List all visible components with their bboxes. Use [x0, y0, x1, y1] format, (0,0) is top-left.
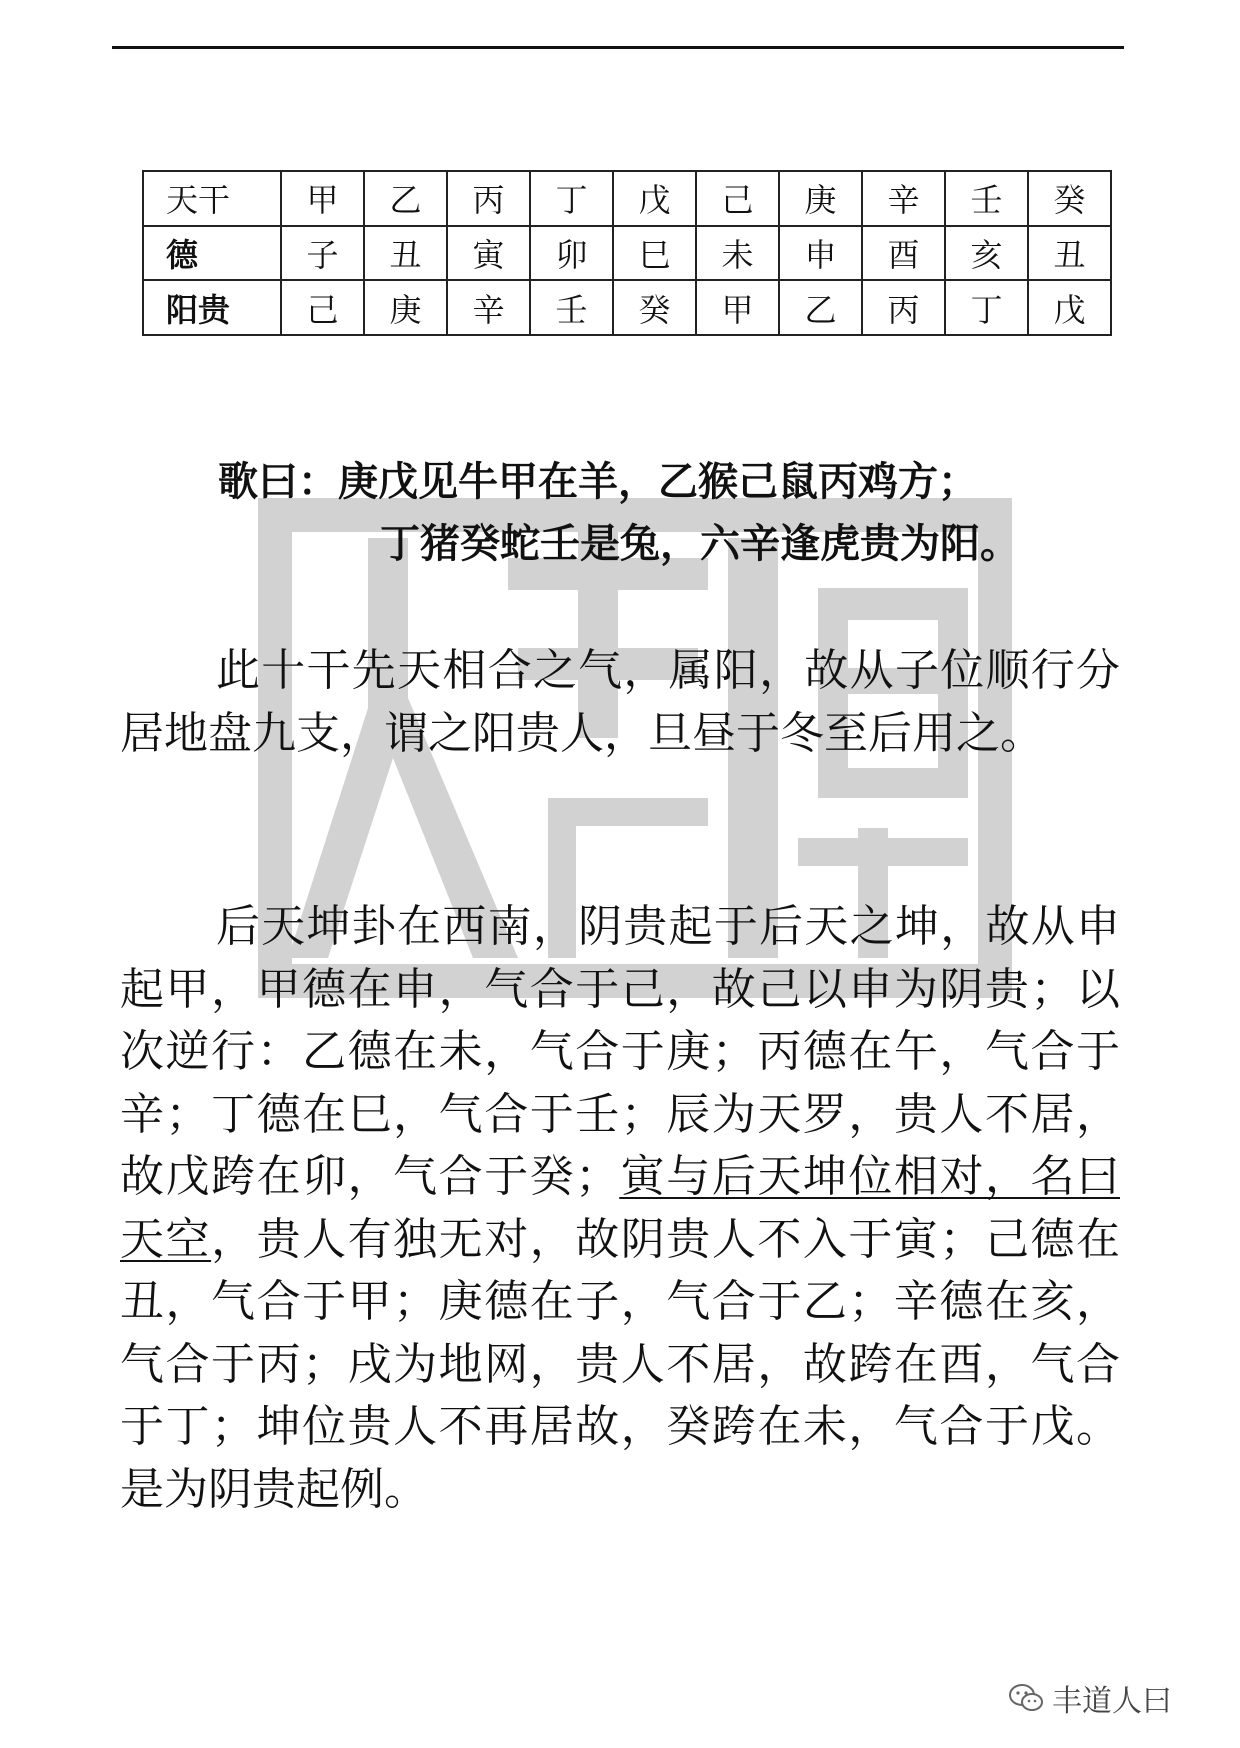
verse-line-1: 歌曰：庚戊见牛甲在羊，乙猴己鼠丙鸡方；: [218, 458, 978, 505]
wechat-icon: [1008, 1683, 1044, 1713]
table-cell: 甲: [696, 280, 779, 335]
table-cell: 乙: [779, 280, 862, 335]
row-header: 天干: [143, 171, 281, 226]
table-cell: 酉: [862, 226, 945, 281]
table-cell: 亥: [945, 226, 1028, 281]
table-cell: 己: [281, 280, 364, 335]
row-header: 德: [143, 226, 281, 281]
table-cell: 壬: [530, 280, 613, 335]
paragraph-yin-noble-part1: 后天坤卦在西南，阴贵起于后天之坤，故从申起甲，甲德在申，气合于己，故己以申为阴贵；以次逆行：乙德在未，气合于庚；丙德在午，气合于辛；丁德在巳，气合于壬；辰为天罗，贵人不居，故戊跨在卯，气合于癸；: [120, 901, 1120, 1202]
table-cell: 戊: [613, 171, 696, 226]
table-cell: 寅: [447, 226, 530, 281]
table-cell: 丑: [364, 226, 447, 281]
table-row: [143, 280, 1111, 335]
table-cell: 庚: [779, 171, 862, 226]
table-cell: 庚: [364, 280, 447, 335]
paragraph-yin-noble: [120, 896, 1120, 1521]
table-cell: 丁: [530, 171, 613, 226]
verse-line-2: 丁猪癸蛇壬是兔，六辛逢虎贵为阳。: [380, 520, 1020, 567]
top-rule: [112, 46, 1124, 49]
table-cell: 己: [696, 171, 779, 226]
table-cell: 丁: [945, 280, 1028, 335]
table-cell: 丙: [447, 171, 530, 226]
underlined-phrase: 寅与后天坤位相对，名曰天空: [120, 1151, 1121, 1265]
ganzhi-table: [142, 170, 1112, 336]
table-cell: 戊: [1028, 280, 1111, 335]
table-cell: 辛: [447, 280, 530, 335]
table-row: [143, 171, 1111, 226]
table-cell: 癸: [613, 280, 696, 335]
table-row: [143, 226, 1111, 281]
paragraph-yang-noble: 此十干先天相合之气，属阳，故从子位顺行分居地盘九支，谓之阳贵人，旦昼于冬至后用之。: [120, 645, 1120, 759]
table-cell: 壬: [945, 171, 1028, 226]
table-cell: 辛: [862, 171, 945, 226]
table-cell: 巳: [613, 226, 696, 281]
watermark-text: 丰道人曰: [1052, 1684, 1172, 1719]
table-cell: 子: [281, 226, 364, 281]
wechat-account-watermark: [1008, 1676, 1172, 1720]
table-cell: 未: [696, 226, 779, 281]
table-cell: 丙: [862, 280, 945, 335]
row-header: 阳贵: [143, 280, 281, 335]
table-cell: 甲: [281, 171, 364, 226]
table-cell: 申: [779, 226, 862, 281]
table-cell: 癸: [1028, 171, 1111, 226]
table-cell: 卯: [530, 226, 613, 281]
paragraph-yin-noble-part2: ，贵人有独无对，故阴贵人不入于寅；己德在丑，气合于甲；庚德在子，气合于乙；辛德在亥，气合于丙；戌为地网，贵人不居，故跨在酉，气合于丁；坤位贵人不再居故，癸跨在未，气合于戊。是为阴贵起例。: [120, 1213, 1121, 1515]
table-cell: 丑: [1028, 226, 1111, 281]
table-cell: 乙: [364, 171, 447, 226]
